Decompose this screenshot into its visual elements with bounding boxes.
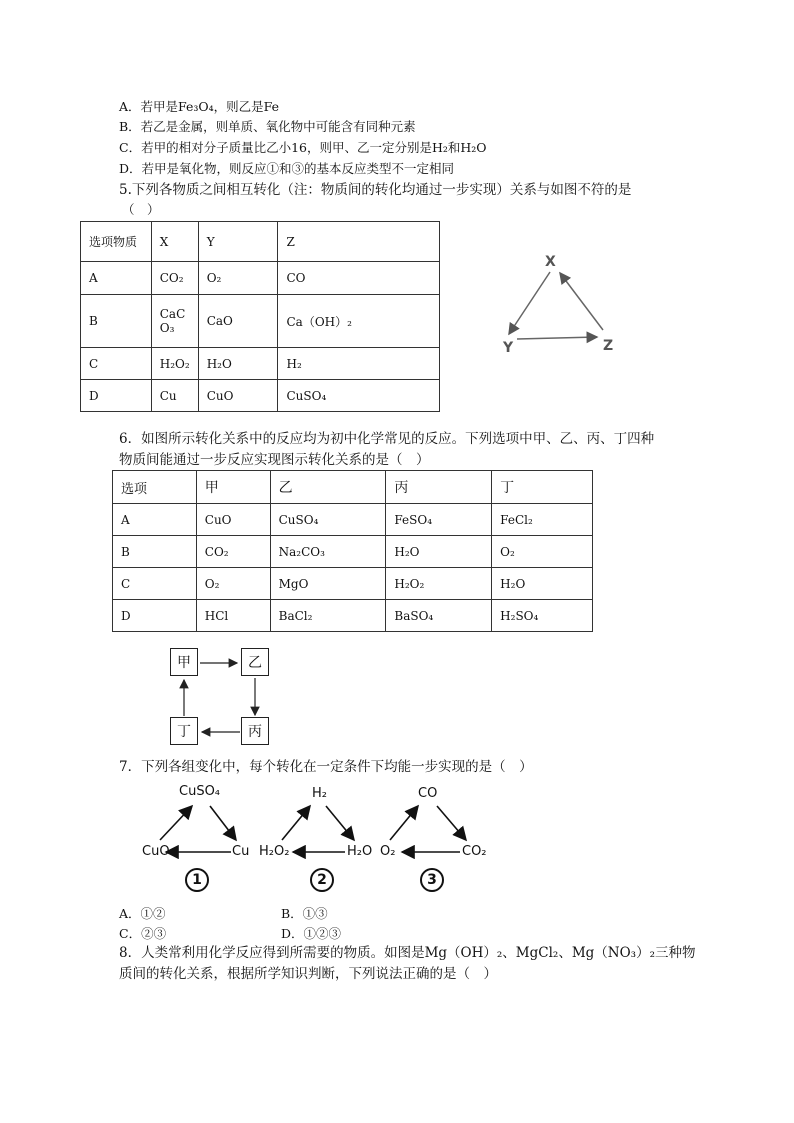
table-cell: FeSO₄: [386, 504, 492, 536]
table-cell: O₂: [492, 536, 593, 568]
header-cell: 选项物质: [81, 222, 152, 262]
circle-number-2: 2: [310, 868, 334, 892]
table-row: [113, 504, 593, 536]
table-cell: H₂O: [198, 348, 278, 380]
table-cell: H₂O₂: [151, 348, 198, 380]
q4-option-b: B．若乙是金属，则单质、氧化物中可能含有同种元素: [119, 119, 416, 134]
table-cell: BaCl₂: [270, 600, 386, 632]
table-cell: CO₂: [151, 262, 198, 295]
table-cell: A: [113, 504, 197, 536]
table-row: [113, 536, 593, 568]
table-cell: Cu: [151, 380, 198, 412]
label-y: Y: [503, 340, 514, 356]
table-cell: Na₂CO₃: [270, 536, 386, 568]
table-row: [81, 348, 440, 380]
table-cell: A: [81, 262, 152, 295]
table-cell: H₂O₂: [386, 568, 492, 600]
table-cell: B: [81, 295, 152, 348]
table-cell: MgO: [270, 568, 386, 600]
header-cell: X: [151, 222, 198, 262]
arrow-1a: [160, 806, 192, 840]
q4-option-a: A．若甲是Fe₃O₄，则乙是Fe: [119, 99, 280, 114]
table-cell: BaSO₄: [386, 600, 492, 632]
table-row: [113, 568, 593, 600]
table-cell: D: [113, 600, 197, 632]
table-cell: D: [81, 380, 152, 412]
box-bing: 丙: [241, 717, 269, 745]
header-cell: 甲: [196, 471, 270, 504]
table-cell: HCl: [196, 600, 270, 632]
circle-number-1: 1: [185, 868, 209, 892]
q8-line2: 质间的转化关系，根据所学知识判断，下列说法正确的是（ ）: [119, 966, 497, 982]
q4-option-c: C．若甲的相对分子质量比乙小16，则甲、乙一定分别是H₂和H₂O: [119, 140, 487, 155]
g1-left: CuO: [142, 844, 170, 859]
arrow-2b: [326, 806, 354, 840]
g3-right: CO₂: [462, 844, 487, 859]
table-cell: H₂O: [386, 536, 492, 568]
table-header-row: [81, 222, 440, 262]
box-ding: 丁: [170, 717, 198, 745]
q5-table: [80, 221, 440, 412]
g2-top: H₂: [312, 786, 327, 801]
q6-table: [112, 470, 593, 632]
table-cell: CuSO₄: [278, 380, 440, 412]
table-row: [81, 262, 440, 295]
table-cell: CO: [278, 262, 440, 295]
q7-option-c: C．②③: [119, 926, 167, 941]
table-cell: H₂O: [492, 568, 593, 600]
arrow-z-to-x: [560, 273, 603, 330]
g2-right: H₂O: [347, 844, 373, 859]
table-cell: CuO: [196, 504, 270, 536]
table-header-row: [113, 471, 593, 504]
circle-number-3: 3: [420, 868, 444, 892]
header-cell: 选项: [113, 471, 197, 504]
q8-line1: 8．人类常利用化学反应得到所需要的物质。如图是Mg（OH）₂、MgCl₂、Mg（NO₃）₂三种物: [119, 945, 696, 961]
table-row: [81, 380, 440, 412]
table-cell: H₂SO₄: [492, 600, 593, 632]
table-cell: FeCl₂: [492, 504, 593, 536]
q7-stem: 7．下列各组变化中，每个转化在一定条件下均能一步实现的是（ ）: [119, 759, 533, 775]
label-z: Z: [603, 338, 614, 354]
table-cell: Ca（OH）₂: [278, 295, 440, 348]
g2-left: H₂O₂: [259, 844, 290, 859]
label-x: X: [545, 254, 556, 270]
q7-option-b: B．①③: [281, 906, 328, 921]
header-cell: 乙: [270, 471, 386, 504]
arrow-2a: [282, 806, 310, 840]
arrow-y-to-z: [517, 337, 597, 339]
q4-option-d: D．若甲是氧化物，则反应①和③的基本反应类型不一定相同: [119, 161, 455, 176]
header-cell: 丁: [492, 471, 593, 504]
arrow-3a: [390, 806, 418, 840]
table-cell: B: [113, 536, 197, 568]
header-cell: Z: [278, 222, 440, 262]
g3-left: O₂: [380, 844, 396, 859]
g1-top: CuSO₄: [179, 784, 221, 799]
q5-stem: 5.下列各物质之间相互转化（注：物质间的转化均通过一步实现）关系与如图不符的是: [119, 182, 632, 198]
table-cell: CaO: [198, 295, 278, 348]
table-cell: O₂: [198, 262, 278, 295]
header-cell: 丙: [386, 471, 492, 504]
table-cell: C: [113, 568, 197, 600]
table-row: [113, 600, 593, 632]
g1-right: Cu: [232, 844, 250, 859]
q7-option-d: D．①②③: [281, 926, 342, 941]
q5-paren: （ ）: [122, 202, 160, 217]
table-cell: CuSO₄: [270, 504, 386, 536]
q6-stem-line2: 物质间能通过一步反应实现图示转化关系的是（ ）: [119, 452, 430, 468]
arrow-1b: [210, 806, 236, 840]
table-cell: CO₂: [196, 536, 270, 568]
box-jia: 甲: [170, 648, 198, 676]
table-cell: O₂: [196, 568, 270, 600]
g3-top: CO: [418, 786, 438, 801]
table-cell: C: [81, 348, 152, 380]
arrow-3b: [437, 806, 466, 840]
box-yi: 乙: [241, 648, 269, 676]
table-cell: CaCO₃: [151, 295, 198, 348]
table-cell: CuO: [198, 380, 278, 412]
arrow-x-to-y: [509, 272, 550, 334]
table-row: [81, 295, 440, 348]
q6-stem-line1: 6．如图所示转化关系中的反应均为初中化学常见的反应。下列选项中甲、乙、丙、丁四种: [119, 431, 655, 447]
q7-option-a: A．①②: [119, 906, 166, 921]
header-cell: Y: [198, 222, 278, 262]
table-cell: H₂: [278, 348, 440, 380]
